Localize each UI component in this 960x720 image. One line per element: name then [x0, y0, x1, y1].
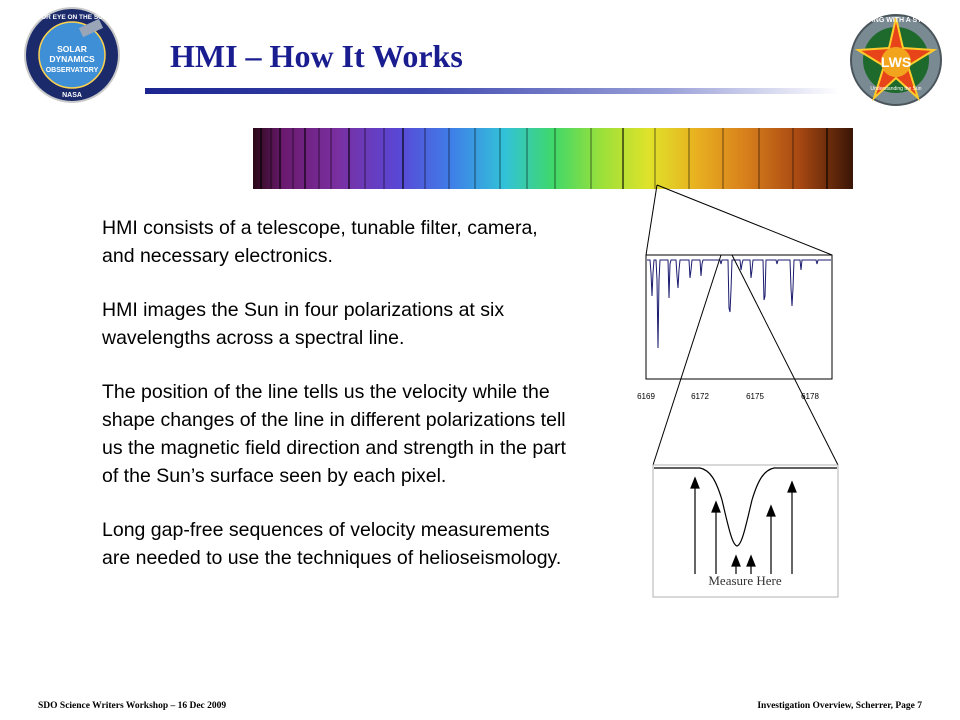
spectrum-plot-frame	[646, 255, 832, 379]
sdo-logo-text-top: OUR EYE ON THE SUN	[36, 14, 108, 21]
lws-logo	[846, 10, 946, 110]
lws-logo-ring-text: LIVING WITH A STAR	[860, 17, 932, 24]
title-underline	[145, 88, 840, 94]
zoom-line-left	[646, 185, 657, 255]
x-tick-label: 6178	[801, 392, 819, 401]
lws-logo-inner-text: Understanding the Sun	[870, 86, 922, 92]
footer-event: SDO Science Writers Workshop – 16 Dec 2009	[38, 701, 227, 711]
paragraph-helioseismology: Long gap-free sequences of velocity measurements are needed to use the techniques of helioseismology.	[102, 519, 562, 569]
sdo-logo-text-nasa: NASA	[62, 92, 82, 99]
paragraph-polarizations: HMI images the Sun in four polarizations at six wavelengths across a spectral line.	[102, 299, 505, 349]
paragraph-instrument: HMI consists of a telescope, tunable filter, camera, and necessary electronics.	[102, 217, 538, 267]
paragraph-line-position: The position of the line tells us the velocity while the shape changes of the line in different polarizations tell us the magnetic field direction and strength in the part of the Sun’s surface seen by each pixel.	[102, 381, 566, 487]
slide-title: HMI – How It Works	[170, 38, 463, 74]
sdo-logo	[22, 5, 122, 105]
lws-logo-text: LWS	[880, 54, 912, 70]
sdo-logo-text-dynamics: DYNAMICS	[49, 54, 95, 64]
body-text	[102, 214, 572, 598]
x-tick-label: 6175	[746, 392, 764, 401]
x-tick-label: 6169	[637, 392, 655, 401]
zoom-line-right	[657, 185, 832, 255]
measure-here-caption: Measure Here	[708, 573, 782, 588]
footer-page-info: Investigation Overview, Scherrer, Page 7	[757, 701, 922, 711]
sdo-logo-text-observatory: OBSERVATORY	[45, 67, 99, 74]
sdo-logo-text-solar: SOLAR	[57, 44, 87, 54]
spectral-line-diagram	[600, 180, 860, 610]
x-tick-label: 6172	[691, 392, 709, 401]
